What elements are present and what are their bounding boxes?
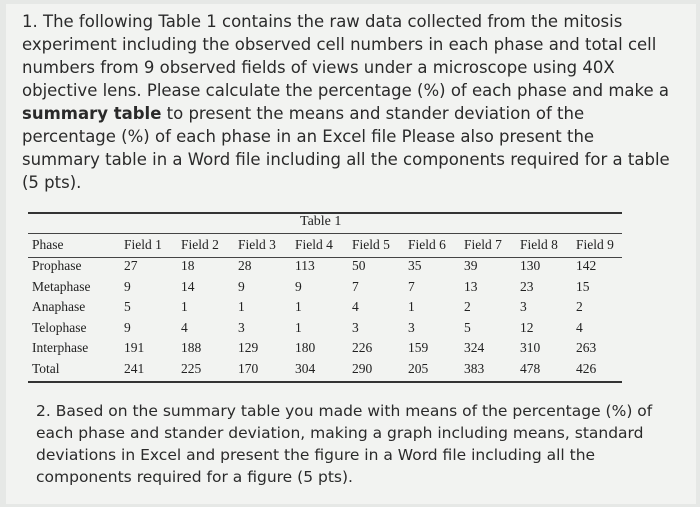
count-cell: 426 xyxy=(576,360,597,376)
header-cell: Field 6 xyxy=(408,237,446,252)
count-cell: 142 xyxy=(576,258,597,274)
count-cell: 9 xyxy=(124,278,131,294)
count-cell: 7 xyxy=(352,278,359,294)
count-cell: 188 xyxy=(181,340,202,356)
count-cell: 1 xyxy=(295,319,302,335)
count-cell: 241 xyxy=(124,360,145,376)
phase-label-cell: Anaphase xyxy=(32,299,86,315)
count-cell: 1 xyxy=(295,299,302,315)
count-cell: 1 xyxy=(408,299,415,315)
count-cell: 14 xyxy=(181,278,195,294)
table-row xyxy=(32,318,626,339)
count-cell: 1 xyxy=(181,299,188,315)
count-cell: 9 xyxy=(295,278,302,294)
count-cell: 191 xyxy=(124,340,145,356)
table-title: Table 1 xyxy=(300,214,342,229)
count-cell: 12 xyxy=(520,319,534,335)
count-cell: 4 xyxy=(352,299,359,315)
count-cell: 113 xyxy=(295,258,315,274)
count-cell: 129 xyxy=(238,340,259,356)
count-cell: 263 xyxy=(576,340,597,356)
count-cell: 205 xyxy=(408,360,429,376)
header-cell: Field 9 xyxy=(576,237,614,252)
count-cell: 310 xyxy=(520,340,541,356)
count-cell: 225 xyxy=(181,360,202,376)
table-row xyxy=(32,297,626,318)
header-cell: Field 3 xyxy=(238,237,276,252)
question-1-tail: to present the means and stander deviation of the percentage (%) of each phase in an Excel file Please also present the summary table in a Word file including all the components required for a table (5 pts). xyxy=(22,104,670,192)
phase-label-cell: Interphase xyxy=(32,340,89,356)
question-1-bold: summary table xyxy=(22,104,162,123)
count-cell: 170 xyxy=(238,360,259,376)
phase-label-cell: Metaphase xyxy=(32,278,91,294)
count-cell: 4 xyxy=(181,319,188,335)
count-cell: 5 xyxy=(124,299,131,315)
table-row xyxy=(32,277,626,298)
header-cell: Field 7 xyxy=(464,237,502,252)
count-cell: 3 xyxy=(520,299,527,315)
count-cell: 1 xyxy=(238,299,245,315)
count-cell: 4 xyxy=(576,319,583,335)
count-cell: 9 xyxy=(238,278,245,294)
table-row xyxy=(32,256,626,277)
count-cell: 3 xyxy=(408,319,415,335)
count-cell: 324 xyxy=(464,340,485,356)
count-cell: 2 xyxy=(464,299,471,315)
count-cell: 2 xyxy=(576,299,583,315)
count-cell: 15 xyxy=(576,278,590,294)
header-cell: Field 8 xyxy=(520,237,558,252)
count-cell: 290 xyxy=(352,360,373,376)
phase-label-cell: Total xyxy=(32,360,60,376)
count-cell: 159 xyxy=(408,340,429,356)
header-cell: Field 1 xyxy=(124,237,162,252)
count-cell: 28 xyxy=(238,258,252,274)
header-cell: Phase xyxy=(32,237,64,252)
count-cell: 180 xyxy=(295,340,316,356)
count-cell: 478 xyxy=(520,360,541,376)
phase-label-cell: Telophase xyxy=(32,319,87,335)
header-cell: Field 2 xyxy=(181,237,219,252)
count-cell: 50 xyxy=(352,258,366,274)
count-cell: 226 xyxy=(352,340,373,356)
phase-label-cell: Prophase xyxy=(32,258,82,274)
question-1-text xyxy=(22,10,672,194)
header-cell: Field 4 xyxy=(295,237,333,252)
table-header-rule xyxy=(28,257,622,258)
table-header-row xyxy=(32,234,626,256)
count-cell: 3 xyxy=(238,319,245,335)
count-cell: 130 xyxy=(520,258,541,274)
count-cell: 304 xyxy=(295,360,316,376)
count-cell: 9 xyxy=(124,319,131,335)
count-cell: 3 xyxy=(352,319,359,335)
count-cell: 5 xyxy=(464,319,471,335)
table-row xyxy=(32,338,626,359)
count-cell: 13 xyxy=(464,278,478,294)
question-1-lead: 1. The following Table 1 contains the raw data collected from the mitosis experiment including the observed cell numbers in each phase and total cell numbers from 9 observed fields of views under a microscope using 40X objective lens. Please calculate the percentage (%) of each phase and make a xyxy=(22,12,669,100)
count-cell: 35 xyxy=(408,258,422,274)
header-cell: Field 5 xyxy=(352,237,390,252)
count-cell: 18 xyxy=(181,258,195,274)
table-row xyxy=(32,359,626,380)
count-cell: 39 xyxy=(464,258,478,274)
data-table xyxy=(32,234,626,379)
count-cell: 383 xyxy=(464,360,485,376)
question-2-text: 2. Based on the summary table you made with means of the percentage (%) of each phase and stander deviation, making a graph including means, standard deviations in Excel and present the figure in a Word file including all the components required for a figure (5 pts). xyxy=(36,402,653,486)
count-cell: 23 xyxy=(520,278,534,294)
table-bottom-rule xyxy=(28,381,622,383)
count-cell: 27 xyxy=(124,258,138,274)
count-cell: 7 xyxy=(408,278,415,294)
